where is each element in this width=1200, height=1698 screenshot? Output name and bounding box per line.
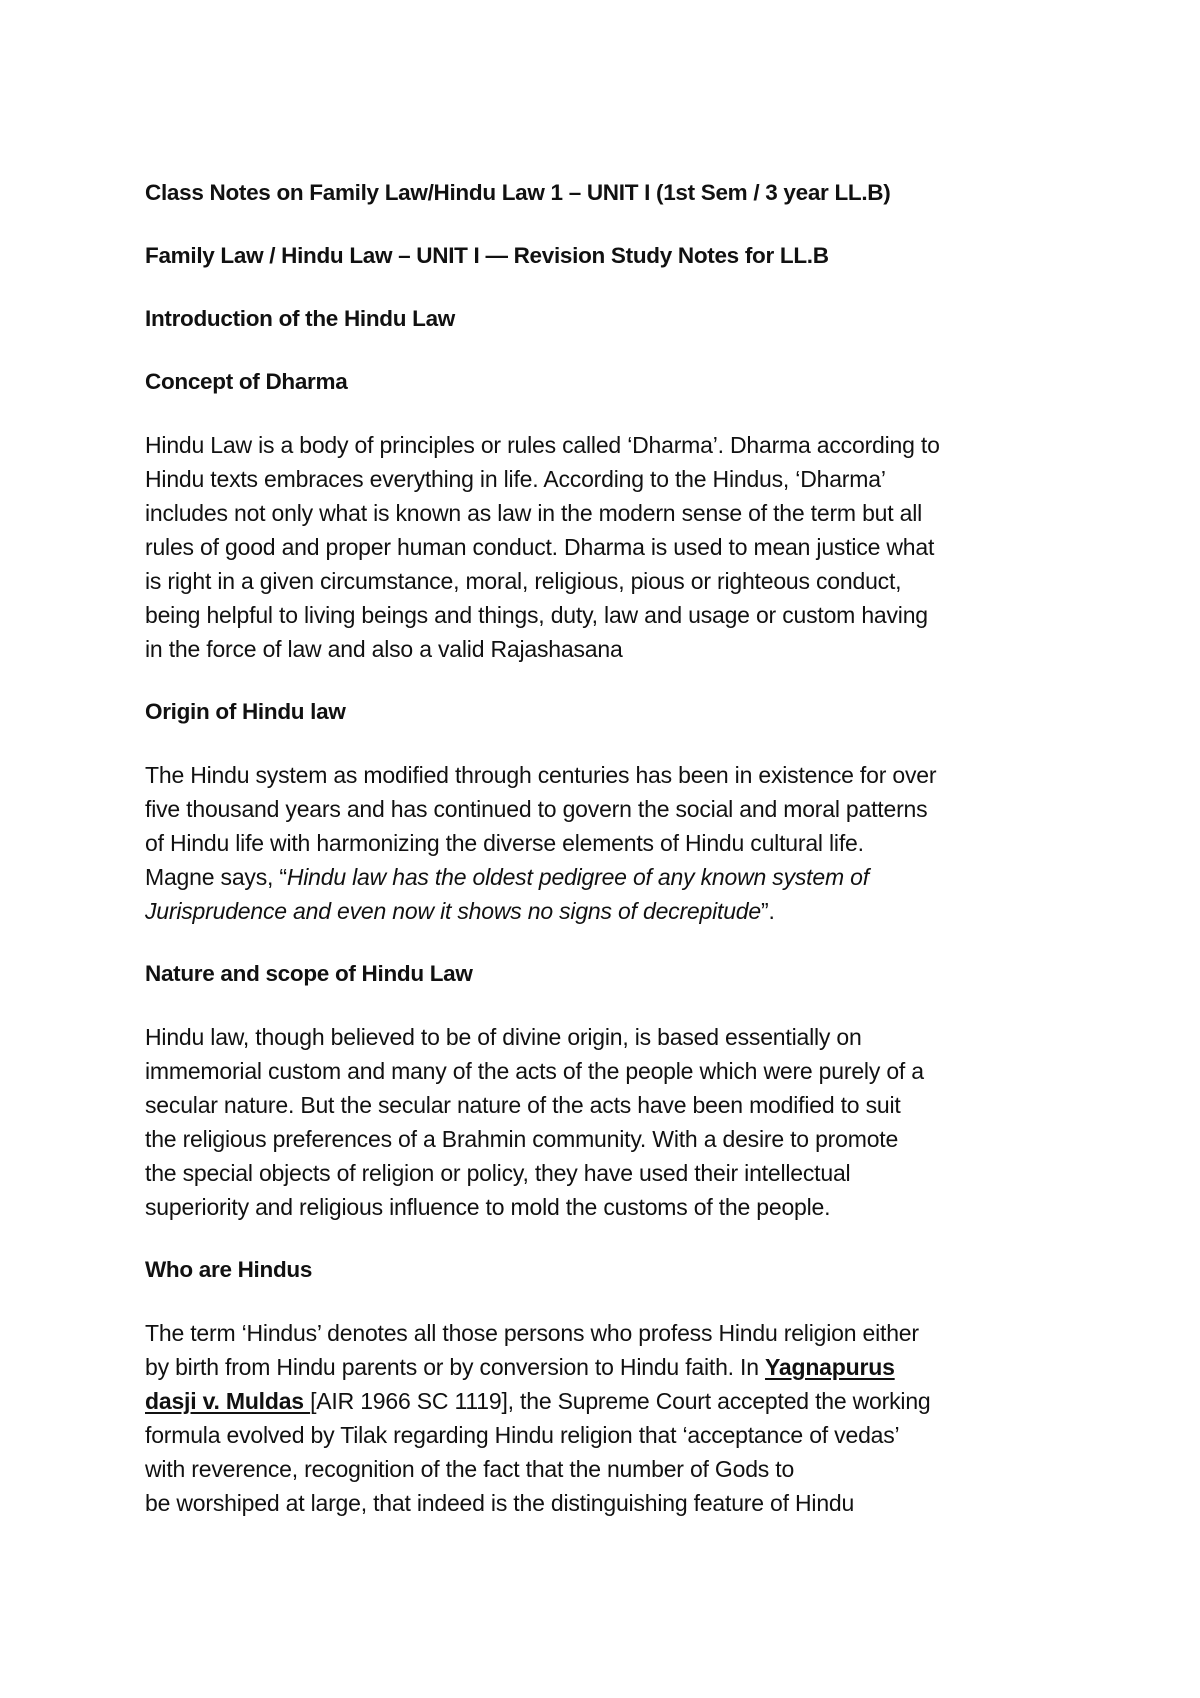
- paragraph-line: five thousand years and has continued to govern the social and moral patterns: [145, 796, 928, 822]
- quote-text: Hindu law has the oldest pedigree of any known system of: [286, 864, 869, 890]
- quote-line: [145, 894, 1070, 928]
- line-text: by birth from Hindu parents or by conversion to Hindu faith. In: [145, 1354, 766, 1380]
- case-citation-link[interactable]: Yagnapurus: [765, 1354, 895, 1380]
- paragraph-line: includes not only what is known as law in the modern sense of the term but all: [145, 500, 923, 526]
- document-title: Class Notes on Family Law/Hindu Law 1 – UNIT I (1st Sem / 3 year LL.B): [145, 180, 891, 205]
- paragraph-origin: [145, 758, 1070, 928]
- line-text: [AIR 1966 SC 1119], the Supreme Court accepted the working: [310, 1388, 931, 1414]
- paragraph-line: in the force of law and also a valid Rajashasana: [145, 636, 623, 662]
- paragraph-line: Hindu law, though believed to be of divine origin, is based essentially on: [145, 1024, 862, 1050]
- paragraph-line: The term ‘Hindus’ denotes all those persons who profess Hindu religion either: [145, 1320, 919, 1346]
- quote-intro: Magne says, “: [145, 864, 287, 890]
- paragraph-line: with reverence, recognition of the fact that the number of Gods to: [145, 1456, 795, 1482]
- paragraph-line: superiority and religious influence to mold the customs of the people.: [145, 1194, 831, 1220]
- paragraph-line: the religious preferences of a Brahmin community. With a desire to promote: [145, 1126, 899, 1152]
- paragraph-line: is right in a given circumstance, moral, religious, pious or righteous conduct,: [145, 568, 902, 594]
- paragraph-who: [145, 1316, 1070, 1520]
- case-citation-link[interactable]: dasji v. Muldas: [145, 1388, 311, 1414]
- paragraph-line: Hindu Law is a body of principles or rules called ‘Dharma’. Dharma according to: [145, 432, 940, 458]
- paragraph-line: be worshiped at large, that indeed is the distinguishing feature of Hindu: [145, 1490, 855, 1516]
- paragraph-line: formula evolved by Tilak regarding Hindu religion that ‘acceptance of vedas’: [145, 1422, 900, 1448]
- paragraph-line: [145, 1350, 1070, 1384]
- paragraph-line: secular nature. But the secular nature of the acts have been modified to suit: [145, 1092, 901, 1118]
- paragraph-line: being helpful to living beings and things, duty, law and usage or custom having: [145, 602, 928, 628]
- paragraph-nature: [145, 1020, 1070, 1224]
- paragraph-line: the special objects of religion or policy, they have used their intellectual: [145, 1160, 851, 1186]
- paragraph-line: Hindu texts embraces everything in life. According to the Hindus, ‘Dharma’: [145, 466, 886, 492]
- quote-end: ”.: [760, 898, 775, 924]
- section-heading-origin: Origin of Hindu law: [145, 699, 346, 724]
- section-heading-who: Who are Hindus: [145, 1257, 313, 1282]
- document-subtitle: Family Law / Hindu Law – UNIT I — Revision Study Notes for LL.B: [145, 243, 829, 268]
- paragraph-dharma: [145, 428, 1070, 666]
- intro-heading: Introduction of the Hindu Law: [145, 306, 456, 331]
- quote-text: Jurisprudence and even now it shows no signs of decrepitude: [145, 898, 761, 924]
- paragraph-line: rules of good and proper human conduct. Dharma is used to mean justice what: [145, 534, 935, 560]
- paragraph-line: of Hindu life with harmonizing the diverse elements of Hindu cultural life.: [145, 830, 864, 856]
- paragraph-line: immemorial custom and many of the acts of the people which were purely of a: [145, 1058, 924, 1084]
- paragraph-line: The Hindu system as modified through centuries has been in existence for over: [145, 762, 937, 788]
- paragraph-line: [145, 1384, 1070, 1418]
- section-heading-dharma: Concept of Dharma: [145, 369, 348, 394]
- section-heading-nature: Nature and scope of Hindu Law: [145, 961, 473, 986]
- quote-line: [145, 860, 1070, 894]
